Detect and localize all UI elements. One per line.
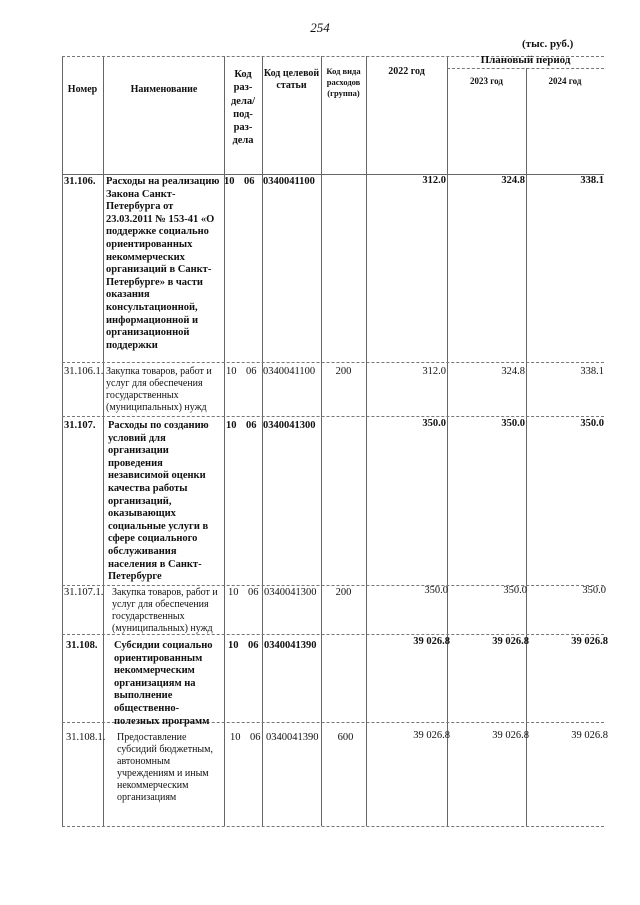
row-number: 31.106. bbox=[64, 176, 96, 187]
header-2024: 2024 год bbox=[548, 76, 582, 86]
header-name: Наименование bbox=[130, 84, 198, 95]
row-section: 10 bbox=[228, 640, 239, 651]
row-2022: 312.0 bbox=[422, 366, 446, 377]
row-expense-type: 200 bbox=[335, 587, 352, 598]
row-2023: 39 026.8 bbox=[492, 730, 529, 741]
row-subsection: 06 bbox=[246, 420, 257, 431]
row-number: 31.107.1. bbox=[64, 587, 104, 598]
row-expense-type: 600 bbox=[337, 732, 354, 743]
row-number: 31.106.1. bbox=[64, 366, 104, 377]
row-target: 0340041300 bbox=[263, 420, 316, 431]
row-2022: 39 026.8 bbox=[413, 636, 450, 647]
header-planned-period: Плановый период bbox=[480, 54, 571, 66]
page-number: 254 bbox=[310, 20, 330, 35]
header-section: Код раз-дела/ под-раз-дела bbox=[230, 69, 256, 147]
row-2024: 350.0 bbox=[580, 418, 604, 429]
row-section: 10 bbox=[224, 176, 235, 187]
row-name: Субсидии социально ориентированным некоммерческим организациям на выполнение общественно-полезных программ bbox=[114, 640, 213, 727]
row-2024: 338.1 bbox=[580, 175, 604, 186]
header-expense-type: Код вида расходов (группа) bbox=[326, 66, 361, 98]
row-2023: 324.8 bbox=[501, 366, 525, 377]
row-section: 10 bbox=[226, 366, 237, 377]
row-2023: 324.8 bbox=[501, 175, 525, 186]
row-target: 0340041390 bbox=[266, 732, 319, 743]
row-target: 0340041300 bbox=[264, 587, 317, 598]
row-subsection: 06 bbox=[244, 176, 255, 187]
row-subsection: 06 bbox=[248, 640, 259, 651]
row-2022: 350.0 bbox=[424, 585, 448, 596]
row-2023: 350.0 bbox=[501, 418, 525, 429]
row-2024: 350.0 bbox=[582, 585, 606, 596]
row-target: 0340041100 bbox=[263, 176, 315, 187]
row-2022: 350.0 bbox=[422, 418, 446, 429]
row-subsection: 06 bbox=[248, 587, 259, 598]
row-name: Закупка товаров, работ и услуг для обеспечения государственных (муниципальных) нужд bbox=[112, 587, 218, 634]
row-2023: 350.0 bbox=[503, 585, 527, 596]
row-subsection: 06 bbox=[250, 732, 261, 743]
row-expense-type: 200 bbox=[335, 366, 352, 377]
row-2024: 39 026.8 bbox=[571, 730, 608, 741]
row-section: 10 bbox=[228, 587, 239, 598]
row-number: 31.108. bbox=[66, 640, 98, 651]
units-label: (тыс. руб.) bbox=[522, 38, 574, 50]
row-name: Расходы по созданию условий для организации проведения независимой оценки качества работы организаций, оказывающих социальные услуги в сфере социального обслуживания населения в Санкт-Петербурге bbox=[108, 420, 209, 583]
row-target: 0340041100 bbox=[263, 366, 316, 377]
row-section: 10 bbox=[230, 732, 241, 743]
row-section: 10 bbox=[226, 420, 237, 431]
row-number: 31.108.1. bbox=[66, 732, 106, 743]
row-2024: 39 026.8 bbox=[571, 636, 608, 647]
header-number: Номер bbox=[67, 84, 98, 95]
row-2022: 39 026.8 bbox=[413, 730, 450, 741]
row-2023: 39 026.8 bbox=[492, 636, 529, 647]
header-2022: 2022 год bbox=[388, 66, 425, 77]
header-target: Код целевой статьи bbox=[263, 68, 320, 91]
row-subsection: 06 bbox=[246, 366, 257, 377]
header-2023: 2023 год bbox=[470, 76, 503, 86]
row-target: 0340041390 bbox=[264, 640, 317, 651]
row-number: 31.107. bbox=[64, 420, 96, 431]
row-name: Предоставление субсидий бюджетным, автономным учреждениям и иным некоммерческим организациям bbox=[117, 732, 213, 803]
row-name: Расходы на реализацию Закона Санкт-Петербурга от 23.03.2011 № 153-41 «О поддержке социально ориентированных некоммерческих организаций в Санкт-Петербурге» в части оказания консультационной, информационной и организационной поддержки bbox=[106, 176, 220, 351]
row-name: Закупка товаров, работ и услуг для обеспечения государственных (муниципальных) нужд bbox=[106, 366, 212, 413]
row-2024: 338.1 bbox=[580, 366, 604, 377]
row-2022: 312.0 bbox=[422, 175, 446, 186]
